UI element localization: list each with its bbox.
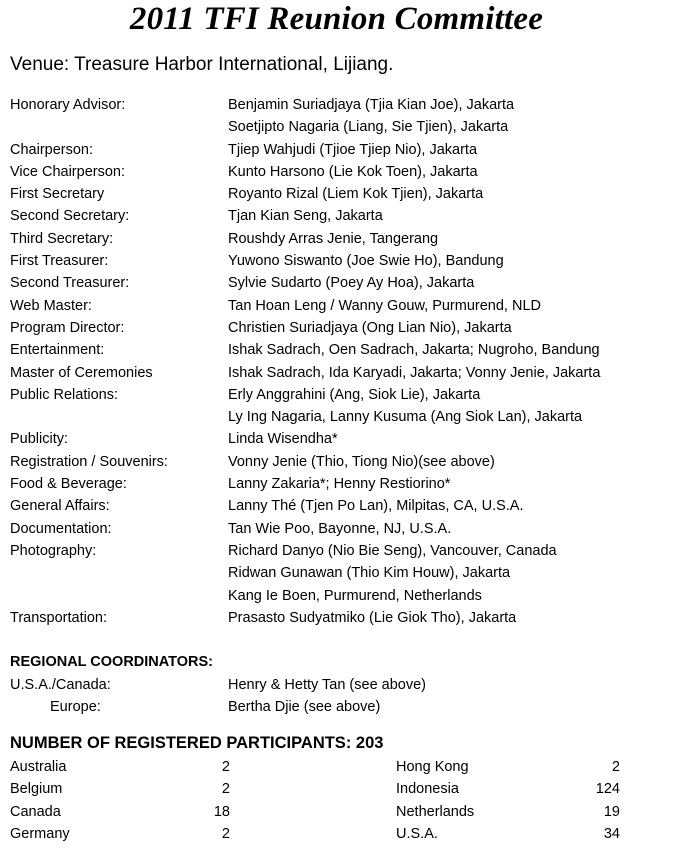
participants-table <box>10 756 620 845</box>
role-label: Registration / Souvenirs: <box>10 453 168 470</box>
column-gap <box>230 778 396 800</box>
role-members: Ly Ing Nagaria, Lanny Kusuma (Ang Siok Lan), Jakarta <box>228 409 583 426</box>
role-label: Publicity: <box>10 431 69 448</box>
role-label: Public Relations: <box>10 386 118 403</box>
role-members: Tjan Kian Seng, Jakarta <box>228 208 383 225</box>
role-label: Master of Ceremonies <box>10 364 153 381</box>
role-label: First Secretary <box>10 186 105 203</box>
role-label: Transportation: <box>10 609 107 626</box>
regional-label: Europe: <box>50 699 101 716</box>
regional-label: U.S.A./Canada: <box>10 677 111 693</box>
participant-count: 2 <box>221 781 230 798</box>
role-label: Third Secretary: <box>10 230 114 247</box>
role-label <box>10 585 228 607</box>
committee-row <box>10 406 670 428</box>
regional-row <box>10 674 670 696</box>
committee-row <box>10 250 670 272</box>
role-label: First Treasurer: <box>10 253 109 270</box>
role-label: Vice Chairperson: <box>10 163 125 180</box>
role-members: Ishak Sadrach, Oen Sadrach, Jakarta; Nugroho, Bandung <box>228 342 600 359</box>
participant-count: 124 <box>595 781 620 798</box>
role-members: Yuwono Siswanto (Joe Swie Ho), Bandung <box>228 253 504 270</box>
participant-count: 18 <box>213 803 230 820</box>
role-members: Tan Wie Poo, Bayonne, NJ, U.S.A. <box>228 520 452 537</box>
role-members: Kang Ie Boen, Purmurend, Netherlands <box>228 587 482 604</box>
venue-line: Venue: Treasure Harbor International, Lijiang. <box>10 54 394 75</box>
committee-row <box>10 428 670 450</box>
country-name: U.S.A. <box>396 825 438 842</box>
role-label: Web Master: <box>10 297 92 314</box>
committee-row <box>10 116 670 138</box>
role-members: Prasasto Sudyatmiko (Lie Giok Tho), Jakarta <box>228 609 517 626</box>
role-members: Soetjipto Nagaria (Liang, Sie Tjien), Jakarta <box>228 119 509 136</box>
country-name: Netherlands <box>396 803 475 820</box>
role-members: Royanto Rizal (Liem Kok Tjien), Jakarta <box>228 186 484 203</box>
role-label <box>10 562 228 584</box>
document-title: 2011 TFI Reunion Committee <box>129 1 544 37</box>
role-members: Tan Hoan Leng / Wanny Gouw, Purmurend, NLD <box>228 297 541 314</box>
role-members: Lanny Zakaria*; Henny Restiorino* <box>228 476 451 493</box>
committee-row <box>10 384 670 406</box>
committee-roles-list <box>10 94 670 629</box>
regional-row <box>10 696 670 718</box>
committee-row <box>10 139 670 161</box>
role-members: Roushdy Arras Jenie, Tangerang <box>228 230 439 247</box>
regional-value: Henry & Hetty Tan (see above) <box>228 677 426 693</box>
committee-row <box>10 540 670 562</box>
role-members: Erly Anggrahini (Ang, Siok Lie), Jakarta <box>228 386 481 403</box>
committee-row <box>10 562 670 584</box>
committee-row <box>10 161 670 183</box>
country-name: Australia <box>10 759 67 775</box>
column-gap <box>230 801 396 823</box>
committee-row <box>10 317 670 339</box>
committee-row <box>10 183 670 205</box>
role-label: Chairperson: <box>10 141 94 158</box>
role-members: Lanny Thé (Tjen Po Lan), Milpitas, CA, U.S.A. <box>228 498 524 515</box>
regional-coordinators-list <box>10 674 670 719</box>
participants-row <box>10 823 620 845</box>
role-members: Christien Suriadjaya (Ong Lian Nio), Jakarta <box>228 319 512 336</box>
committee-row <box>10 94 670 116</box>
role-label: Honorary Advisor: <box>10 97 126 113</box>
participant-count: 19 <box>603 803 620 820</box>
country-name: Hong Kong <box>396 759 469 775</box>
role-members: Linda Wisendha* <box>228 431 338 448</box>
country-name: Germany <box>10 825 70 842</box>
role-label: Second Secretary: <box>10 208 130 225</box>
committee-row <box>10 362 670 384</box>
committee-row <box>10 205 670 227</box>
column-gap <box>230 756 396 778</box>
participants-heading: NUMBER OF REGISTERED PARTICIPANTS: 203 <box>10 734 384 752</box>
committee-row <box>10 295 670 317</box>
participants-row <box>10 801 620 823</box>
role-label: Food & Beverage: <box>10 476 127 493</box>
country-name: Indonesia <box>396 781 459 798</box>
regional-coordinators-heading: REGIONAL COORDINATORS: <box>10 654 214 670</box>
participant-count: 2 <box>611 759 620 775</box>
country-name: Canada <box>10 803 61 820</box>
role-members: Tjiep Wahjudi (Tjioe Tjiep Nio), Jakarta <box>228 141 478 158</box>
role-label: Second Treasurer: <box>10 275 130 292</box>
column-gap <box>230 823 396 845</box>
participants-row <box>10 778 620 800</box>
participants-row <box>10 756 620 778</box>
committee-row <box>10 607 670 629</box>
committee-row <box>10 585 670 607</box>
role-label <box>10 116 228 138</box>
role-members: Ishak Sadrach, Ida Karyadi, Jakarta; Vonny Jenie, Jakarta <box>228 364 601 381</box>
role-members: Kunto Harsono (Lie Kok Toen), Jakarta <box>228 163 478 180</box>
participant-count: 2 <box>221 759 230 775</box>
committee-row <box>10 228 670 250</box>
role-members: Sylvie Sudarto (Poey Ay Hoa), Jakarta <box>228 275 475 292</box>
role-label <box>10 406 228 428</box>
role-label: Program Director: <box>10 319 125 336</box>
role-label: Photography: <box>10 542 97 559</box>
role-label: General Affairs: <box>10 498 110 515</box>
regional-value: Bertha Djie (see above) <box>228 699 381 716</box>
role-members: Benjamin Suriadjaya (Tjia Kian Joe), Jakarta <box>228 97 515 113</box>
committee-row <box>10 339 670 361</box>
committee-row <box>10 495 670 517</box>
committee-row <box>10 451 670 473</box>
committee-row <box>10 272 670 294</box>
committee-row <box>10 473 670 495</box>
role-members: Ridwan Gunawan (Thio Kim Houw), Jakarta <box>228 565 511 582</box>
role-members: Vonny Jenie (Thio, Tiong Nio)(see above) <box>228 453 495 470</box>
role-members: Richard Danyo (Nio Bie Seng), Vancouver, Canada <box>228 542 557 559</box>
role-label: Entertainment: <box>10 342 105 359</box>
committee-row <box>10 518 670 540</box>
participant-count: 34 <box>603 825 620 842</box>
role-label: Documentation: <box>10 520 112 537</box>
country-name: Belgium <box>10 781 63 798</box>
participant-count: 2 <box>221 825 230 842</box>
